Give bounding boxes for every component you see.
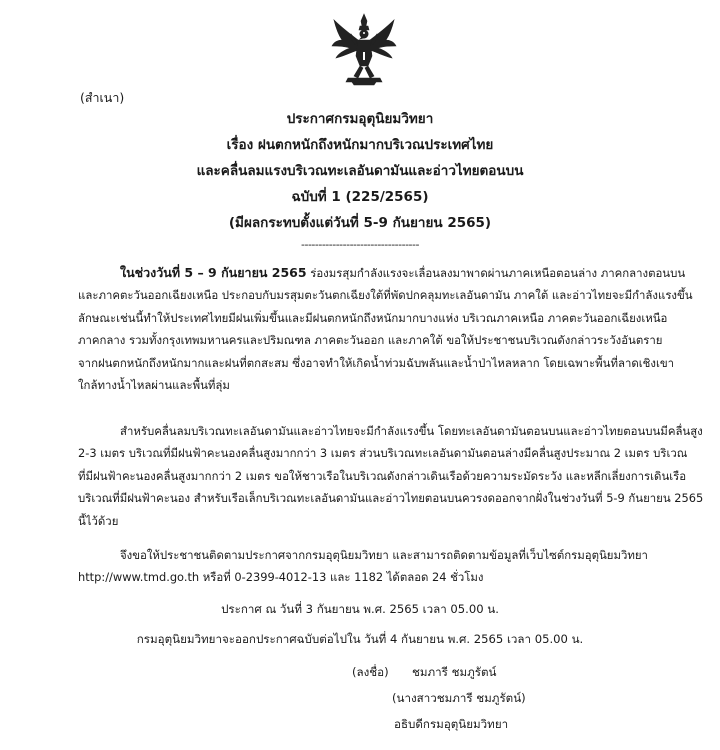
subject-line-2: และคลื่นลมแรงบริเวณทะเลอันดามันและอ่าวไทยตอนบน: [196, 163, 524, 179]
paragraph-line: ลักษณะเช่นนี้ทำให้ประเทศไทยมีฝนเพิ่มขึ้นและมีฝนตกหนักถึงหนักมากบางแห่ง บริเวณภาคเหนือ ภาคตะวันออกเฉียงเหนือ: [78, 310, 668, 325]
paragraph-line: จากฝนตกหนักถึงหนักมากและฝนที่ตกสะสม ซึ่งอาจทำให้เกิดน้ำท่วมฉับพลันและน้ำป่าไหลหลาก โดยเฉพาะพื้นที่ลาดเชิงเขา: [78, 355, 675, 370]
signed-name: ชมภารี ชมภูรัตน์: [412, 665, 497, 679]
paragraph-line: ในช่วงวันที่ 5 – 9 กันยายน 2565 ร่องมรสุมกำลังแรงจะเลื่อนลงมาพาดผ่านภาคเหนือตอนล่าง ภาคกลางตอนบน: [120, 265, 686, 280]
announcement-title: ประกาศกรมอุตุนิยมวิทยา: [286, 111, 434, 127]
paragraph-line: และภาคตะวันออกเฉียงเหนือ ประกอบกับมรสุมตะวันตกเฉียงใต้ที่พัดปกคลุมทะเลอันดามัน ภาคใต้ และอ่าวไทยจะมีกำลังแรงขึ้น: [78, 288, 693, 303]
copy-label: (สำเนา): [80, 90, 125, 105]
header-separator: ----------------------------------: [301, 238, 419, 251]
announcement-header: [60, 106, 660, 236]
issue-number: ฉบับที่ 1 (225/2565): [291, 189, 429, 205]
garuda-emblem: [330, 12, 398, 86]
paragraph-line: 2-3 เมตร บริเวณที่มีฝนฟ้าคะนองคลื่นสูงมากกว่า 3 เมตร ส่วนบริเวณทะเลอันดามันตอนล่างมีคลื่นสูงประมาณ 2 เมตร บริเวณ: [78, 446, 688, 461]
effective-dates: (มีผลกระทบตั้งแต่วันที่ 5-9 กันยายน 2565): [228, 215, 492, 231]
signatory-position: อธิบดีกรมอุตุนิยมวิทยา: [394, 717, 509, 731]
paragraph-line: ที่มีฝนฟ้าคะนองคลื่นสูงมากกว่า 2 เมตร ขอให้ชาวเรือในบริเวณดังกล่าวเดินเรือด้วยความระมัดระวัง และหลีกเลี่ยงการเดินเรือ: [78, 468, 687, 483]
paragraph-line: นี้ไว้ด้วย: [78, 513, 119, 528]
paragraph-line: ภาคกลาง รวมทั้งกรุงเทพมหานครและปริมณฑล ภาคตะวันออก และภาคใต้ ขอให้ประชาชนบริเวณดังกล่าวระวังอันตราย: [78, 333, 663, 348]
paragraph-contact: [78, 544, 648, 589]
signatory-full-name: (นางสาวชมภารี ชมภูรัตน์): [392, 691, 526, 705]
next-issue-notice: กรมอุตุนิยมวิทยาจะออกประกาศฉบับต่อไปใน วันที่ 4 กันยายน พ.ศ. 2565 เวลา 05.00 น.: [136, 632, 584, 646]
signed-label: (ลงชื่อ): [352, 665, 389, 679]
paragraph-line: สำหรับคลื่นลมบริเวณทะเลอันดามันและอ่าวไทยจะมีกำลังแรงขึ้น โดยทะเลอันดามันตอนบนและอ่าวไทยตอนบนมีคลื่นสูง: [120, 424, 703, 438]
paragraph-line: บริเวณที่มีฝนฟ้าคะนอง สำหรับเรือเล็กบริเวณทะเลอันดามันและอ่าวไทยตอนบนควรงดออกจากฝั่งในช่วงวันที่ 5-9 กันยายน 2565: [78, 491, 704, 506]
lead-dates: ในช่วงวันที่ 5 – 9 กันยายน 2565: [120, 265, 307, 280]
contact-line: http://www.tmd.go.th หรือที่ 0-2399-4012-13 และ 1182 ได้ตลอด 24 ชั่วโมง: [78, 570, 484, 585]
announcement-date: ประกาศ ณ วันที่ 3 กันยายน พ.ศ. 2565 เวลา 05.00 น.: [221, 602, 499, 616]
subject-line-1: เรื่อง ฝนตกหนักถึงหนักมากบริเวณประเทศไทย: [226, 137, 494, 153]
paragraph-weather: [78, 262, 693, 396]
paragraph-waves: [78, 420, 704, 532]
paragraph-line: จึงขอให้ประชาชนติดตามประกาศจากกรมอุตุนิยมวิทยา และสามารถติดตามข้อมูลที่เว็บไซต์กรมอุตุนิยมวิทยา: [120, 548, 648, 562]
paragraph-line: ใกล้ทางน้ำไหลผ่านและพื้นที่ลุ่ม: [78, 377, 230, 392]
